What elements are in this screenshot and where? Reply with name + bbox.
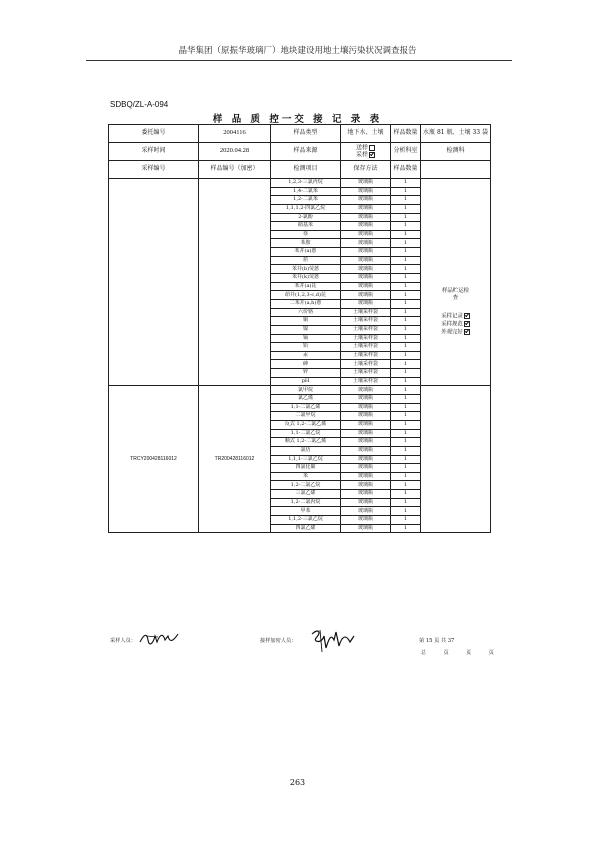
storage-cell: 土壤采样袋	[341, 325, 391, 334]
storage-cell: 玻璃瓶	[341, 239, 391, 248]
storage-cell: 玻璃瓶	[341, 395, 391, 404]
item-cell: 1,1,1-三氯乙烷	[271, 455, 341, 464]
item-cell: 二苯并(a,h)蒽	[271, 299, 341, 308]
item-cell: 四氯化碳	[271, 464, 341, 473]
qty-cell: 1	[391, 490, 421, 499]
qty-cell: 1	[391, 308, 421, 317]
item-cell: 苯并(a)蒽	[271, 248, 341, 257]
item-cell: 铜	[271, 317, 341, 326]
page-header: 晶华集团（原振华玻璃厂）地块建设用地土壤污染状况调查报告	[178, 46, 417, 56]
handler-label: 接样加密人员：	[260, 638, 297, 644]
item-cell: 1,2,3-三氯丙烷	[271, 179, 341, 188]
item-cell: 苯并(b)荧蒽	[271, 265, 341, 274]
col-sample-no: 样品编号（加密）	[199, 161, 271, 179]
qty-cell: 1	[391, 455, 421, 464]
notes-record: 采样记录	[441, 313, 463, 320]
qty-cell: 1	[391, 446, 421, 455]
commission-no-label: 委托编号	[109, 125, 199, 143]
item-cell: 1,1-二氯乙烷	[271, 429, 341, 438]
sampler-label: 采样人员：	[110, 638, 136, 644]
storage-cell: 土壤采样袋	[341, 308, 391, 317]
item-cell: 反式 1,2-二氯乙烯	[271, 420, 341, 429]
col-sampling-no: 采样编号	[109, 161, 199, 179]
item-cell: 六价铬	[271, 308, 341, 317]
item-cell: 甲苯	[271, 507, 341, 516]
storage-cell: 玻璃瓶	[341, 524, 391, 533]
qty-cell: 1	[391, 317, 421, 326]
storage-cell: 玻璃瓶	[341, 179, 391, 188]
info-row-2	[109, 143, 491, 161]
appearance-checkbox[interactable]	[464, 329, 470, 335]
qty-cell: 1	[391, 256, 421, 265]
item-cell: 苯并(a)芘	[271, 282, 341, 291]
qty-cell: 1	[391, 438, 421, 447]
notes-title: 样品贮运检	[442, 287, 469, 294]
storage-cell: 玻璃瓶	[341, 515, 391, 524]
item-cell: 氯甲烷	[271, 386, 341, 395]
sampling-time-label: 采样时间	[109, 143, 199, 161]
storage-cell: 玻璃瓶	[341, 204, 391, 213]
storage-cell: 土壤采样袋	[341, 317, 391, 326]
sample-type: 地下水、土壤	[341, 125, 391, 143]
qty-cell: 1	[391, 386, 421, 395]
qty-cell: 1	[391, 274, 421, 283]
item-cell: 四氯乙烯	[271, 524, 341, 533]
qty-cell: 1	[391, 498, 421, 507]
item-cell: 锌	[271, 369, 341, 378]
analysis-room: 检测科	[421, 143, 491, 161]
qty-cell: 1	[391, 369, 421, 378]
storage-cell: 玻璃瓶	[341, 187, 391, 196]
sampling-no-cell-blank	[109, 179, 199, 386]
notes-title-2: 查	[452, 295, 459, 302]
storage-cell: 土壤采样袋	[341, 377, 391, 386]
storage-cell: 玻璃瓶	[341, 213, 391, 222]
item-cell: 三氯乙烯	[271, 490, 341, 499]
storage-cell: 玻璃瓶	[341, 291, 391, 300]
storage-cell: 玻璃瓶	[341, 222, 391, 231]
item-cell: 顺式 1,2-二氯乙烯	[271, 438, 341, 447]
notes-header-cell	[421, 161, 491, 179]
storage-cell: 玻璃瓶	[341, 464, 391, 473]
qty-cell: 1	[391, 343, 421, 352]
qty-cell: 1	[391, 334, 421, 343]
col-qty: 样品数量	[391, 161, 421, 179]
item-cell: 茚并(1,2,3-c,d)芘	[271, 291, 341, 300]
storage-cell: 玻璃瓶	[341, 472, 391, 481]
qty-cell: 1	[391, 524, 421, 533]
source-sampled-label: 采样	[355, 151, 368, 158]
qty-cell: 1	[391, 265, 421, 274]
notes-cell-bottom	[421, 386, 491, 533]
qty-cell: 1	[391, 230, 421, 239]
qty-cell: 1	[391, 429, 421, 438]
qty-cell: 1	[391, 204, 421, 213]
storage-cell: 玻璃瓶	[341, 507, 391, 516]
item-cell: 苯胺	[271, 239, 341, 248]
col-storage: 保存方法	[341, 161, 391, 179]
storage-cell: 玻璃瓶	[341, 498, 391, 507]
record-checkbox[interactable]	[464, 313, 470, 319]
qty-cell: 1	[391, 403, 421, 412]
item-cell: 1,1-二氯乙烯	[271, 403, 341, 412]
column-header-row	[109, 161, 491, 179]
qty-cell: 1	[391, 351, 421, 360]
storage-cell: 玻璃瓶	[341, 265, 391, 274]
item-cell: 1,2-二氯苯	[271, 196, 341, 205]
qty-cell: 1	[391, 481, 421, 490]
page-small: 总 页 页 页	[421, 650, 502, 656]
label-checkbox[interactable]	[464, 321, 470, 327]
page-number: 263	[289, 778, 306, 787]
qty-cell: 1	[391, 420, 421, 429]
qty-cell: 1	[391, 412, 421, 421]
storage-cell: 玻璃瓶	[341, 274, 391, 283]
item-cell: 萘	[271, 230, 341, 239]
item-cell: 2-氯酚	[271, 213, 341, 222]
storage-cell: 玻璃瓶	[341, 438, 391, 447]
item-cell: 苯并(k)荧蒽	[271, 274, 341, 283]
qty-cell: 1	[391, 507, 421, 516]
storage-cell: 玻璃瓶	[341, 256, 391, 265]
item-cell: 铅	[271, 343, 341, 352]
storage-cell: 土壤采样袋	[341, 351, 391, 360]
sample-type-label: 样品类型	[271, 125, 341, 143]
source-delivered-checkbox[interactable]	[369, 145, 375, 151]
storage-cell: 玻璃瓶	[341, 481, 391, 490]
sampler-signature	[138, 630, 180, 646]
qty-cell: 1	[391, 213, 421, 222]
item-cell: 苯	[271, 472, 341, 481]
commission-no: 2004116	[199, 125, 271, 143]
qty-cell: 1	[391, 222, 421, 231]
item-cell: 镍	[271, 325, 341, 334]
storage-cell: 玻璃瓶	[341, 196, 391, 205]
doc-code: SDBQ/ZL-A-094	[110, 100, 169, 109]
item-cell: 汞	[271, 351, 341, 360]
sample-qty-label: 样品数量	[391, 125, 421, 143]
qty-cell: 1	[391, 464, 421, 473]
sample-source-options	[341, 143, 391, 161]
sample-qty: 水瓶 81 瓶、土壤 33 袋	[421, 125, 491, 143]
qty-cell: 1	[391, 248, 421, 257]
qty-cell: 1	[391, 196, 421, 205]
storage-cell: 玻璃瓶	[341, 420, 391, 429]
item-cell: 1,1,2-三氯乙烷	[271, 515, 341, 524]
qty-cell: 1	[391, 515, 421, 524]
item-cell: 硝基苯	[271, 222, 341, 231]
item-cell: 氯乙烯	[271, 395, 341, 404]
col-item: 检测项目	[271, 161, 341, 179]
item-cell: pH	[271, 377, 341, 386]
notes-appearance: 外观完好	[441, 329, 463, 336]
storage-cell: 玻璃瓶	[341, 446, 391, 455]
item-cell: 䓛	[271, 256, 341, 265]
item-cell: 1,1,1,2-四氯乙烷	[271, 204, 341, 213]
table-row	[109, 386, 491, 395]
qty-cell: 1	[391, 472, 421, 481]
qty-cell: 1	[391, 187, 421, 196]
qty-cell: 1	[391, 395, 421, 404]
item-cell: 砷	[271, 360, 341, 369]
storage-cell: 玻璃瓶	[341, 386, 391, 395]
item-cell: 1,2-二氯乙烷	[271, 481, 341, 490]
qty-cell: 1	[391, 299, 421, 308]
form-title: 样 品 质 控一交 接 记 录 表	[212, 114, 383, 125]
item-cell: 氯仿	[271, 446, 341, 455]
item-cell: 镉	[271, 334, 341, 343]
notes-cell-top	[421, 179, 491, 386]
qty-cell: 1	[391, 325, 421, 334]
storage-cell: 土壤采样袋	[341, 334, 391, 343]
sampling-no-cell: TRCY200428116012	[109, 386, 199, 533]
item-cell: 二氯甲烷	[271, 412, 341, 421]
qty-cell: 1	[391, 282, 421, 291]
sample-source-label: 样品来源	[271, 143, 341, 161]
storage-cell: 玻璃瓶	[341, 282, 391, 291]
item-cell: 1,2-二氯丙烷	[271, 498, 341, 507]
item-cell: 1,4-二氯苯	[271, 187, 341, 196]
sample-no-cell: TR200428116012	[199, 386, 271, 533]
page-of: 第 15 页 共 37	[419, 638, 455, 644]
qty-cell: 1	[391, 377, 421, 386]
header-rule	[86, 60, 512, 61]
qty-cell: 1	[391, 360, 421, 369]
qty-cell: 1	[391, 239, 421, 248]
source-delivered-label: 送样	[355, 144, 368, 152]
storage-cell: 土壤采样袋	[341, 360, 391, 369]
analysis-room-label: 分析科室	[391, 143, 421, 161]
storage-cell: 玻璃瓶	[341, 412, 391, 421]
qty-cell: 1	[391, 179, 421, 188]
storage-cell: 玻璃瓶	[341, 490, 391, 499]
qty-cell: 1	[391, 291, 421, 300]
info-row-1	[109, 125, 491, 143]
storage-cell: 玻璃瓶	[341, 403, 391, 412]
storage-cell: 玻璃瓶	[341, 429, 391, 438]
storage-cell: 玻璃瓶	[341, 248, 391, 257]
sample-handover-table	[108, 124, 491, 533]
storage-cell: 玻璃瓶	[341, 299, 391, 308]
storage-cell: 土壤采样袋	[341, 369, 391, 378]
storage-cell: 玻璃瓶	[341, 455, 391, 464]
source-sampled-checkbox[interactable]	[369, 152, 375, 158]
handler-signature	[308, 626, 358, 654]
storage-cell: 土壤采样袋	[341, 343, 391, 352]
sample-no-cell-blank	[199, 179, 271, 386]
notes-label: 采样规范	[441, 321, 463, 328]
table-row	[109, 179, 491, 188]
sampling-time: 2020.04.28	[199, 143, 271, 161]
storage-cell: 玻璃瓶	[341, 230, 391, 239]
